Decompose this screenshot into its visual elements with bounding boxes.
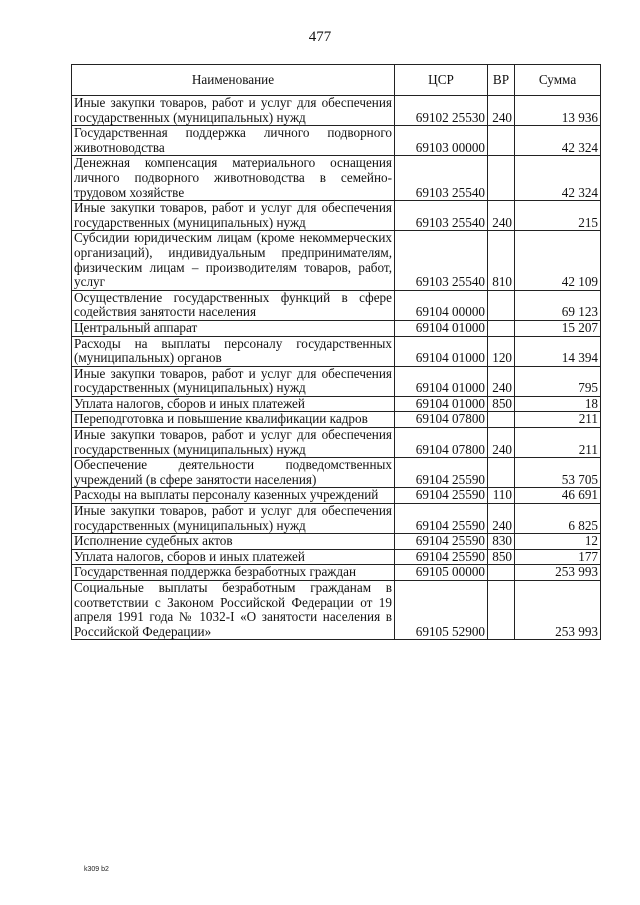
header-vr: ВР xyxy=(488,65,515,96)
row-csr-cell: 69104 01000 xyxy=(395,396,488,412)
header-csr: ЦСР xyxy=(395,65,488,96)
row-vr-cell: 110 xyxy=(488,488,515,504)
row-vr-cell xyxy=(488,565,515,581)
row-name-cell: Переподготовка и повышение квалификации кадров xyxy=(72,412,395,428)
row-csr-cell: 69104 07800 xyxy=(395,412,488,428)
row-name-cell: Обеспечение деятельности подведомственных учреждений (в сфере занятости населения) xyxy=(72,458,395,488)
row-vr-cell xyxy=(488,458,515,488)
row-name-cell: Иные закупки товаров, работ и услуг для обеспечения государственных (муниципальных) нужд xyxy=(72,96,395,126)
row-sum-cell: 53 705 xyxy=(515,458,601,488)
row-csr-cell: 69104 25590 xyxy=(395,504,488,534)
row-sum-cell: 18 xyxy=(515,396,601,412)
row-vr-cell: 240 xyxy=(488,428,515,458)
row-vr-cell xyxy=(488,290,515,320)
row-name-cell: Иные закупки товаров, работ и услуг для обеспечения государственных (муниципальных) нужд xyxy=(72,201,395,231)
row-vr-cell: 240 xyxy=(488,504,515,534)
row-name-cell: Осуществление государственных функций в сфере содействия занятости населения xyxy=(72,290,395,320)
row-name-cell: Уплата налогов, сборов и иных платежей xyxy=(72,549,395,565)
row-name-cell: Уплата налогов, сборов и иных платежей xyxy=(72,396,395,412)
table-row xyxy=(72,366,601,396)
row-csr-cell: 69104 25590 xyxy=(395,549,488,565)
row-vr-cell: 850 xyxy=(488,549,515,565)
table-row xyxy=(72,320,601,336)
row-csr-cell: 69103 25540 xyxy=(395,156,488,201)
row-sum-cell: 69 123 xyxy=(515,290,601,320)
row-vr-cell xyxy=(488,412,515,428)
row-csr-cell: 69104 00000 xyxy=(395,290,488,320)
header-sum: Сумма xyxy=(515,65,601,96)
row-csr-cell: 69104 25590 xyxy=(395,534,488,550)
table-row xyxy=(72,488,601,504)
table-row xyxy=(72,534,601,550)
row-csr-cell: 69104 25590 xyxy=(395,458,488,488)
row-vr-cell: 240 xyxy=(488,96,515,126)
row-csr-cell: 69103 25540 xyxy=(395,201,488,231)
row-csr-cell: 69104 07800 xyxy=(395,428,488,458)
table-row xyxy=(72,336,601,366)
table-row xyxy=(72,231,601,290)
table-header-row xyxy=(72,65,601,96)
row-sum-cell: 15 207 xyxy=(515,320,601,336)
row-vr-cell: 240 xyxy=(488,201,515,231)
row-sum-cell: 13 936 xyxy=(515,96,601,126)
row-name-cell: Государственная поддержка безработных граждан xyxy=(72,565,395,581)
row-csr-cell: 69103 00000 xyxy=(395,126,488,156)
table-row xyxy=(72,290,601,320)
row-name-cell: Иные закупки товаров, работ и услуг для обеспечения государственных (муниципальных) нужд xyxy=(72,366,395,396)
row-name-cell: Исполнение судебных актов xyxy=(72,534,395,550)
row-sum-cell: 42 324 xyxy=(515,126,601,156)
row-sum-cell: 42 109 xyxy=(515,231,601,290)
row-name-cell: Социальные выплаты безработным гражданам в соответствии с Законом Российской Федерации от 19 апреля 1991 года № 1032-I «О занятости населения в Российской Федерации» xyxy=(72,581,395,640)
row-vr-cell: 240 xyxy=(488,366,515,396)
footer-code: k309 b2 xyxy=(84,866,109,873)
row-sum-cell: 14 394 xyxy=(515,336,601,366)
table-row xyxy=(72,412,601,428)
page-number: 477 xyxy=(308,29,332,45)
row-sum-cell: 46 691 xyxy=(515,488,601,504)
table-row xyxy=(72,156,601,201)
row-csr-cell: 69105 52900 xyxy=(395,581,488,640)
table-row xyxy=(72,549,601,565)
row-name-cell: Денежная компенсация материального оснащения личного подворного животноводства в семейно-трудовом хозяйстве xyxy=(72,156,395,201)
row-name-cell: Субсидии юридическим лицам (кроме некоммерческих организаций), индивидуальным предпринимателям, физическим лицам – производителям товаров, работ, услуг xyxy=(72,231,395,290)
row-vr-cell: 850 xyxy=(488,396,515,412)
row-sum-cell: 12 xyxy=(515,534,601,550)
row-name-cell: Государственная поддержка личного подворного животноводства xyxy=(72,126,395,156)
table-body xyxy=(72,96,601,640)
row-vr-cell xyxy=(488,156,515,201)
table-row xyxy=(72,126,601,156)
table-row xyxy=(72,396,601,412)
row-sum-cell: 177 xyxy=(515,549,601,565)
row-name-cell: Иные закупки товаров, работ и услуг для обеспечения государственных (муниципальных) нужд xyxy=(72,428,395,458)
row-sum-cell: 6 825 xyxy=(515,504,601,534)
row-sum-cell: 211 xyxy=(515,428,601,458)
table-row xyxy=(72,96,601,126)
header-name: Наименование xyxy=(72,65,395,96)
row-csr-cell: 69105 00000 xyxy=(395,565,488,581)
row-vr-cell xyxy=(488,581,515,640)
row-sum-cell: 211 xyxy=(515,412,601,428)
row-vr-cell: 810 xyxy=(488,231,515,290)
table-row xyxy=(72,565,601,581)
row-csr-cell: 69104 01000 xyxy=(395,336,488,366)
row-sum-cell: 215 xyxy=(515,201,601,231)
row-csr-cell: 69102 25530 xyxy=(395,96,488,126)
row-vr-cell xyxy=(488,126,515,156)
row-sum-cell: 253 993 xyxy=(515,581,601,640)
row-csr-cell: 69104 01000 xyxy=(395,366,488,396)
row-name-cell: Расходы на выплаты персоналу государственных (муниципальных) органов xyxy=(72,336,395,366)
budget-table xyxy=(71,64,601,640)
row-sum-cell: 253 993 xyxy=(515,565,601,581)
table-row xyxy=(72,201,601,231)
row-vr-cell: 120 xyxy=(488,336,515,366)
row-csr-cell: 69103 25540 xyxy=(395,231,488,290)
row-csr-cell: 69104 01000 xyxy=(395,320,488,336)
row-sum-cell: 795 xyxy=(515,366,601,396)
row-vr-cell: 830 xyxy=(488,534,515,550)
table-row xyxy=(72,581,601,640)
row-sum-cell: 42 324 xyxy=(515,156,601,201)
row-name-cell: Иные закупки товаров, работ и услуг для обеспечения государственных (муниципальных) нужд xyxy=(72,504,395,534)
row-name-cell: Расходы на выплаты персоналу казенных учреждений xyxy=(72,488,395,504)
table-row xyxy=(72,428,601,458)
row-vr-cell xyxy=(488,320,515,336)
table-row xyxy=(72,504,601,534)
row-csr-cell: 69104 25590 xyxy=(395,488,488,504)
table-row xyxy=(72,458,601,488)
row-name-cell: Центральный аппарат xyxy=(72,320,395,336)
